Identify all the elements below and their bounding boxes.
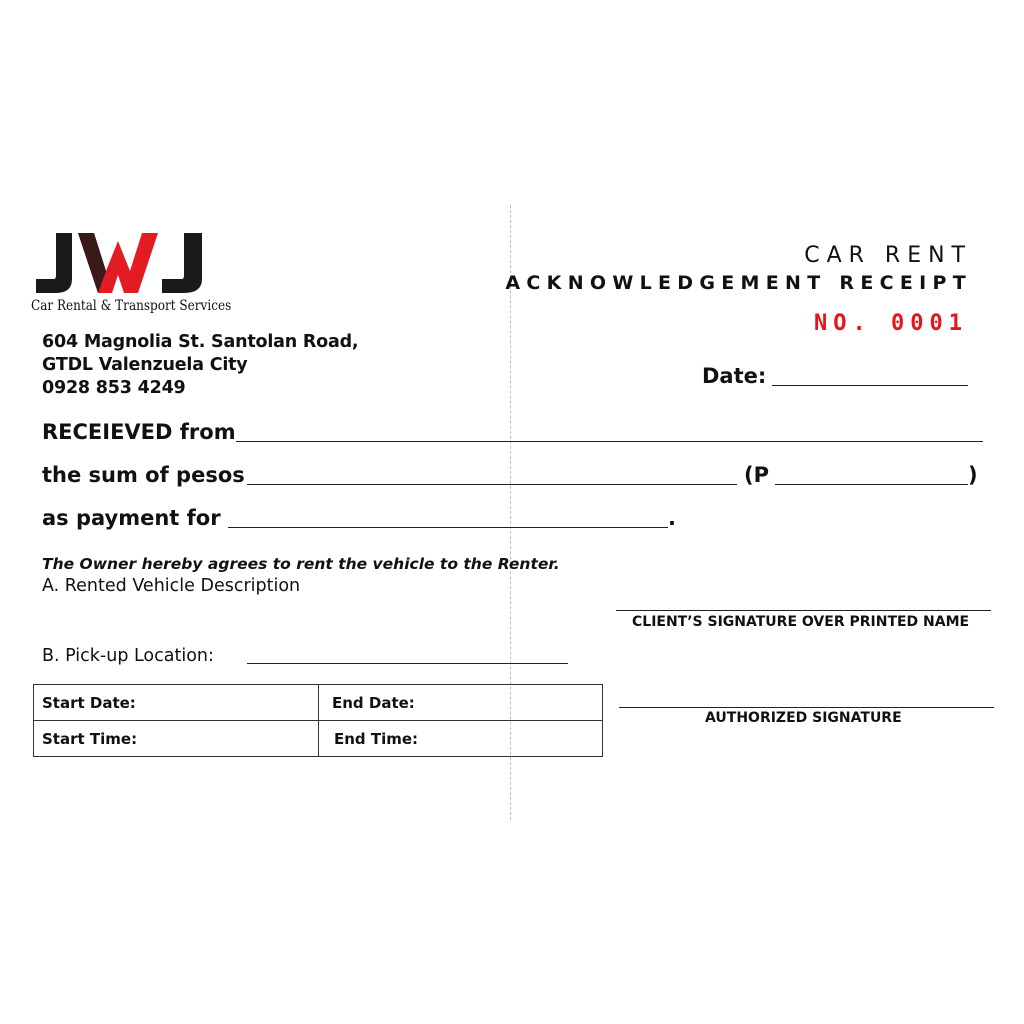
end-date-cell[interactable] <box>319 685 603 721</box>
sum-in-words-line[interactable] <box>247 484 737 485</box>
peso-amount-open: (P <box>744 463 769 487</box>
client-signature-label: CLIENT’S SIGNATURE OVER PRINTED NAME <box>632 614 970 630</box>
company-phone: 0928 853 4249 <box>42 378 186 398</box>
peso-amount-line[interactable] <box>775 484 968 485</box>
company-tagline: Car Rental & Transport Services <box>31 298 232 314</box>
client-signature-line[interactable] <box>616 610 991 611</box>
start-date-cell[interactable] <box>34 685 319 721</box>
table-row <box>34 685 603 721</box>
authorized-signature-line[interactable] <box>619 707 994 708</box>
peso-amount-close: ) <box>968 463 978 487</box>
authorized-signature-label: AUTHORIZED SIGNATURE <box>705 710 902 726</box>
end-time-cell[interactable] <box>319 721 603 757</box>
start-time-label: Start Time: <box>42 729 138 748</box>
date-line[interactable] <box>772 385 968 386</box>
title-acknowledgement-receipt: ACKNOWLEDGEMENT RECEIPT <box>505 272 972 294</box>
receipt-number: NO. 0001 <box>814 311 968 336</box>
title-car-rent: CAR RENT <box>804 243 972 268</box>
payment-for-label: as payment for <box>42 506 221 530</box>
received-from-line[interactable] <box>236 441 983 442</box>
pickup-location-line[interactable] <box>247 663 568 664</box>
table-row <box>34 721 603 757</box>
end-date-label: End Date: <box>332 693 415 712</box>
address-line-1: 604 Magnolia St. Santolan Road, <box>42 332 359 352</box>
payment-period: . <box>668 506 676 530</box>
company-logo <box>34 231 208 295</box>
date-label: Date: <box>702 364 767 388</box>
payment-for-line[interactable] <box>228 527 668 528</box>
address-line-2: GTDL Valenzuela City <box>42 355 248 375</box>
rental-schedule-table <box>33 684 603 757</box>
pickup-location-label: B. Pick-up Location: <box>42 646 214 666</box>
rented-vehicle-description-heading: A. Rented Vehicle Description <box>42 576 301 596</box>
owner-agreement-note: The Owner hereby agrees to rent the vehicle to the Renter. <box>42 555 560 573</box>
end-time-label: End Time: <box>334 729 419 748</box>
sum-of-pesos-label: the sum of pesos <box>42 463 245 487</box>
start-date-label: Start Date: <box>42 693 136 712</box>
start-time-cell[interactable] <box>34 721 319 757</box>
received-from-label: RECEIEVED from <box>42 420 236 444</box>
